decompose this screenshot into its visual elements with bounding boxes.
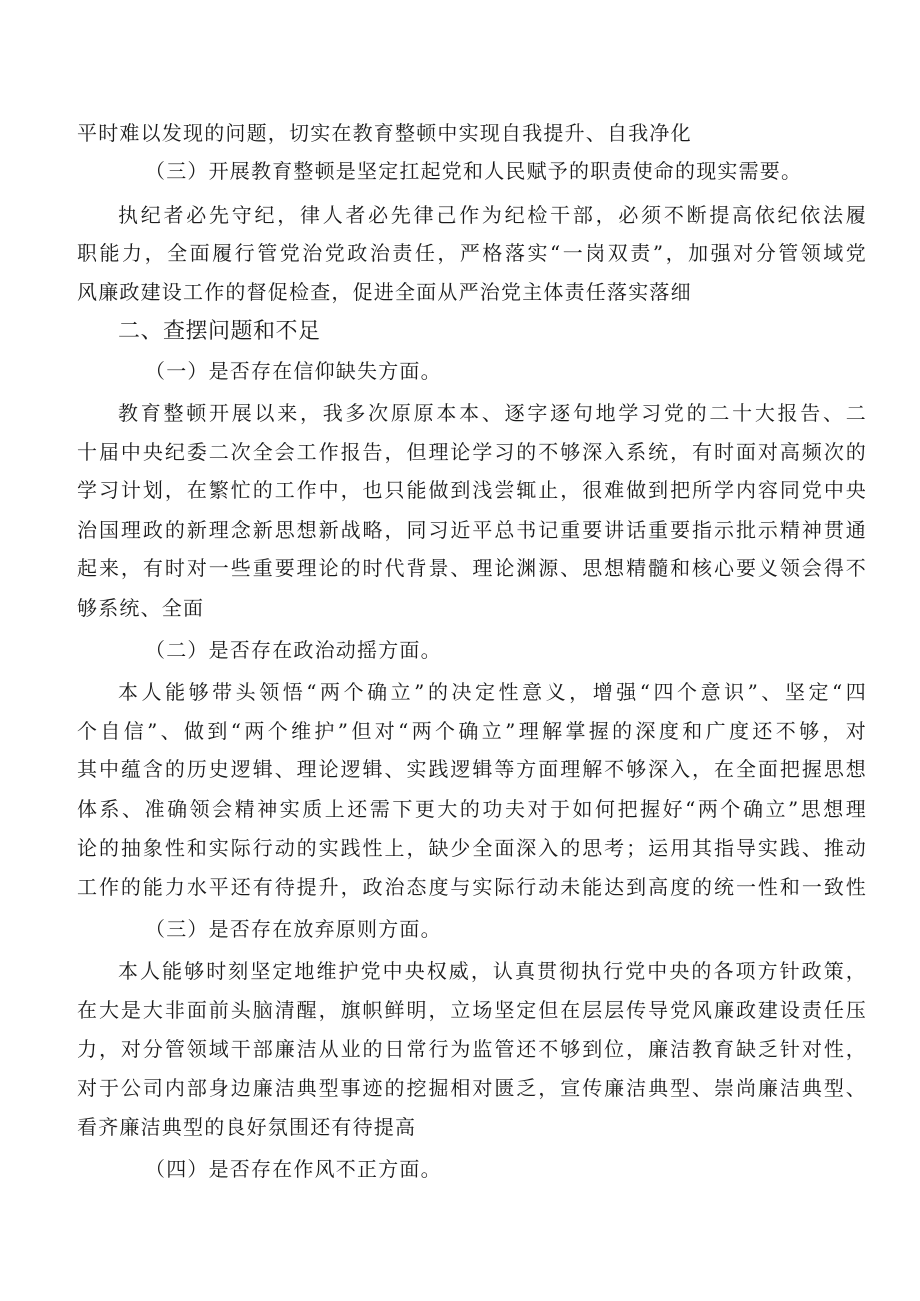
paragraph-line: 十届中央纪委二次全会工作报告，但理论学习的不够深入系统，有时面对高频次的 — [77, 440, 867, 464]
paragraph-line: 学习计划，在繁忙的工作中，也只能做到浅尝辄止，很难做到把所学内容同党中央 — [77, 478, 867, 502]
paragraph-line: 职能力，全面履行管党治党政治责任，严格落实“一岗双责”，加强对分管领域党 — [77, 241, 867, 265]
subheading-2-4: （四）是否存在作风不正方面。 — [145, 1157, 442, 1181]
paragraph-line: 够系统、全面 — [77, 596, 205, 620]
paragraph-line: 本人能够时刻坚定地维护党中央权威，认真贯彻执行党中央的各项方针政策， — [118, 959, 867, 983]
paragraph-line: 平时难以发现的问题，切实在教育整顿中实现自我提升、自我净化 — [77, 121, 692, 145]
paragraph-line: 风廉政建设工作的督促检查，促进全面从严治党主体责任落实落细 — [77, 280, 692, 304]
paragraph-line: 个自信”、做到“两个维护”但对“两个确立”理解掌握的深度和广度还不够，对 — [77, 719, 867, 743]
section-heading: 二、查摆问题和不足 — [118, 319, 321, 344]
paragraph-line: 治国理政的新理念新思想新战略，同习近平总书记重要讲话重要指示批示精神贯通 — [77, 518, 867, 542]
subheading-2-2: （二）是否存在政治动摇方面。 — [145, 638, 442, 662]
paragraph-line: 执纪者必先守纪，律人者必先律己作为纪检干部，必须不断提高依纪依法履 — [118, 203, 867, 227]
paragraph-line: 教育整顿开展以来，我多次原原本本、逐字逐句地学习党的二十大报告、二 — [118, 401, 867, 425]
subheading-2-3: （三）是否存在放弃原则方面。 — [145, 917, 442, 941]
subheading-1-3: （三）开展教育整顿是坚定扛起党和人民赋予的职责使命的现实需要。 — [145, 159, 803, 183]
paragraph-line: 本人能够带头领悟“两个确立”的决定性意义，增强“四个意识”、坚定“四 — [118, 680, 867, 704]
paragraph-line: 其中蕴含的历史逻辑、理论逻辑、实践逻辑等方面理解不够深入，在全面把握思想 — [77, 757, 867, 781]
paragraph-line: 在大是大非面前头脑清醒，旗帜鲜明，立场坚定但在层层传导党风廉政建设责任压 — [77, 998, 867, 1022]
paragraph-line: 力，对分管领域干部廉洁从业的日常行为监管还不够到位，廉洁教育缺乏针对性， — [77, 1037, 867, 1061]
paragraph-line: 起来，有时对一些重要理论的时代背景、理论渊源、思想精髓和核心要义领会得不 — [77, 556, 867, 580]
paragraph-line: 看齐廉洁典型的良好氛围还有待提高 — [77, 1115, 417, 1139]
paragraph-line: 对于公司内部身边廉洁典型事迹的挖掘相对匮乏，宣传廉洁典型、崇尚廉洁典型、 — [77, 1076, 867, 1100]
subheading-2-1: （一）是否存在信仰缺失方面。 — [145, 359, 442, 383]
paragraph-line: 论的抽象性和实际行动的实践性上，缺少全面深入的思考；运用其指导实践、推动 — [77, 836, 867, 860]
paragraph-line: 工作的能力水平还有待提升，政治态度与实际行动未能达到高度的统一性和一致性 — [77, 875, 867, 899]
paragraph-line: 体系、准确领会精神实质上还需下更大的功夫对于如何把握好“两个确立”思想理 — [77, 797, 867, 821]
